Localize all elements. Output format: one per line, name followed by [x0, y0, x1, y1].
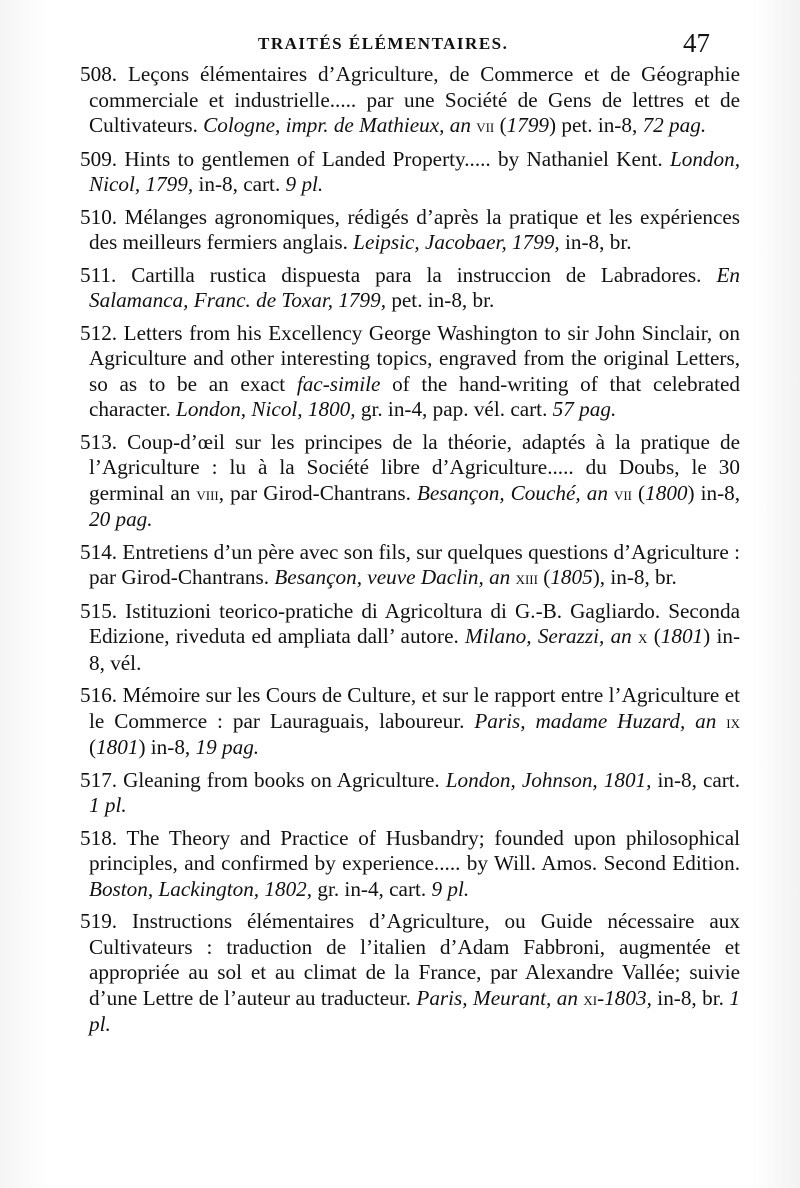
bibliography-entry: [80, 205, 740, 256]
entry-text-segment: Besançon, Couché, an: [416, 480, 608, 505]
entry-text-segment: 1 pl.: [89, 985, 741, 1036]
entry-number: 511.: [80, 262, 117, 287]
entry-text-segment: (: [632, 480, 646, 505]
entry-number: 516.: [80, 683, 118, 707]
running-title: TRAITÉS ÉLÉMENTAIRES.: [258, 34, 509, 53]
entry-text-segment: in-8, br.: [651, 985, 730, 1010]
entry-text-segment: Paris, madame Huzard, an: [474, 708, 717, 733]
entry-text-segment: , par Girod-Chantrans.: [218, 480, 417, 505]
page-header: [0, 28, 800, 62]
entry-text-segment: Milano, Serazzi, an: [465, 624, 632, 648]
entry-number: 512.: [80, 320, 118, 345]
entry-text-segment: ), in-8, br.: [592, 565, 677, 589]
entry-text-segment: Besançon, veuve Daclin, an: [274, 565, 511, 589]
entry-text-segment: (: [537, 565, 551, 589]
entry-number: 510.: [80, 204, 118, 229]
entry-text-segment: (: [647, 624, 661, 648]
entry-text-segment: En Salamanca, Franc. de Toxar, 1799,: [89, 262, 740, 312]
bibliography-entry: [80, 147, 740, 198]
entry-text-segment: Gleaning from books on Agriculture.: [117, 767, 446, 792]
entry-text-segment: of the hand-writing of that celebrated character.: [89, 371, 740, 421]
entry-text-segment: The Theory and Practice of Husbandry; founded upon philosophical principles, and confirmed by experience..... by Will. Amos. Second Edition.: [89, 825, 740, 875]
entry-number: 519.: [80, 909, 118, 933]
bibliography-entry: [80, 826, 740, 903]
entry-text-segment: Cologne, impr. de Mathieux, an: [203, 113, 471, 137]
entry-text-segment: 20 pag.: [89, 507, 153, 531]
entry-text-segment: [716, 709, 726, 733]
entry-text-segment: 1801: [96, 735, 139, 759]
bibliography-entry: [80, 430, 740, 533]
entry-text-segment: London, Nicol, 1799,: [89, 146, 740, 196]
entry-text-segment: Istituzioni teorico-pratiche di Agricoltura di G.-B. Gagliardo. Seconda Edizione, riveduta ed ampliata dall’ autore.: [89, 598, 740, 648]
entry-number: 514.: [80, 539, 118, 564]
entry-text-segment: 19 pag.: [195, 735, 260, 759]
bibliography-entry: [80, 321, 740, 423]
entry-text-segment: xiii: [515, 568, 538, 588]
entry-text-segment: Mémoire sur les Cours de Culture, et sur le rapport entre l’Agriculture et le Commerce : par Lauraguais, laboureur.: [89, 683, 740, 733]
entry-text-segment: gr. in-4, pap. vél. cart.: [355, 397, 553, 421]
entry-number: 517.: [80, 767, 118, 792]
entry-text-segment: Mélanges agronomiques, rédigés d’après la pratique et les expériences des meilleurs fermiers anglais.: [89, 204, 740, 254]
bibliography-entry: [80, 599, 740, 677]
entry-text-segment: -: [597, 985, 605, 1010]
bibliography-entry: [80, 62, 740, 140]
entry-text-segment: vii: [613, 483, 633, 504]
entry-number: 518.: [80, 825, 118, 850]
bibliography-entry: [80, 540, 740, 592]
entry-text-segment: Leçons élémentaires d’Agriculture, de Commerce et de Géographie commerciale et industrielle..... par une Société de Gens de lettres et de Cultivateurs.: [89, 62, 740, 137]
bibliography-entries: [80, 62, 740, 1045]
entry-text-segment: Cartilla rustica dispuesta para la instruccion de Labradores.: [116, 262, 717, 287]
entry-text-segment: 9 pl.: [431, 876, 470, 901]
entry-text-segment: 1 pl.: [89, 793, 127, 817]
entry-text-segment: ) in-8,: [687, 480, 741, 505]
entry-text-segment: Boston, Lackington, 1802,: [89, 876, 313, 901]
entry-text-segment: pet. in-8, br.: [386, 288, 495, 312]
bibliography-entry: [80, 263, 740, 314]
entry-text-segment: 1801: [660, 624, 704, 648]
entry-text-segment: London, Nicol, 1800,: [176, 397, 356, 421]
entry-text-segment: 1805: [550, 565, 593, 589]
entry-text-segment: Instructions élémentaires d’Agriculture, ou Guide nécessaire aux Cultivateurs : traduction de l’italien d’Adam Fabbroni, augmentée et appropriée au sol et au climat de la France, par Alexandre Vallée; suivie d’une Lettre de l’auteur au traducteur.: [89, 909, 740, 1010]
entry-text-segment: 72 pag.: [642, 113, 707, 137]
entry-text-segment: ix: [726, 711, 740, 732]
bibliography-entry: [80, 683, 740, 761]
entry-text-segment: in-8, cart.: [651, 767, 740, 792]
bibliography-entry: [80, 909, 740, 1038]
entry-number: 508.: [80, 62, 118, 86]
entry-text-segment: 57 pag.: [552, 397, 617, 421]
entry-text-segment: viii: [196, 483, 219, 504]
entry-text-segment: London, Johnson, 1801,: [445, 767, 652, 792]
entry-text-segment: (: [494, 113, 507, 137]
entry-text-segment: Entretiens d’un père avec son fils, sur quelques questions d’Agriculture : par Girod-Chantrans.: [89, 539, 740, 589]
entry-number: 509.: [80, 146, 118, 171]
entry-text-segment: 1800: [645, 480, 688, 505]
entry-text-segment: in-8, br.: [559, 230, 632, 254]
entry-text-segment: fac-simile: [296, 371, 381, 396]
entry-text-segment: 9 pl.: [285, 172, 324, 196]
entry-text-segment: gr. in-4, cart.: [312, 876, 432, 901]
entry-text-segment: Letters from his Excellency George Washington to sir John Sinclair, on Agriculture and other interesting topics, engraved from the original Letters, so as to be an exact: [89, 320, 740, 396]
entry-text-segment: in-8, cart.: [193, 172, 286, 196]
bibliography-entry: [80, 768, 740, 819]
entry-text-segment: Hints to gentlemen of Landed Property..... by Nathaniel Kent.: [117, 146, 670, 171]
entry-text-segment: xi: [583, 988, 598, 1009]
entry-text-segment: (: [89, 735, 97, 759]
entry-text-segment: ) pet. in-8,: [549, 113, 643, 137]
entry-text-segment: Paris, Meurant, an: [416, 985, 578, 1010]
entry-text-segment: 1803,: [604, 985, 652, 1010]
entry-text-segment: x: [638, 627, 648, 647]
entry-number: 515.: [80, 598, 118, 623]
entry-text-segment: Leipsic, Jacobaer, 1799,: [353, 230, 560, 254]
entry-text-segment: 1799: [506, 113, 549, 137]
entry-number: 513.: [80, 429, 118, 454]
entry-text-segment: ) in-8,: [138, 735, 196, 759]
page-number: 47: [683, 28, 710, 58]
entry-text-segment: Coup-d’œil sur les principes de la théorie, adaptés à la pratique de l’Agriculture : lu à la Société libre d’Agriculture..... du Doubs, le 30 germinal an: [89, 429, 740, 505]
entry-text-segment: ) in-8, vél.: [89, 624, 740, 675]
entry-text-segment: vii: [476, 116, 495, 136]
